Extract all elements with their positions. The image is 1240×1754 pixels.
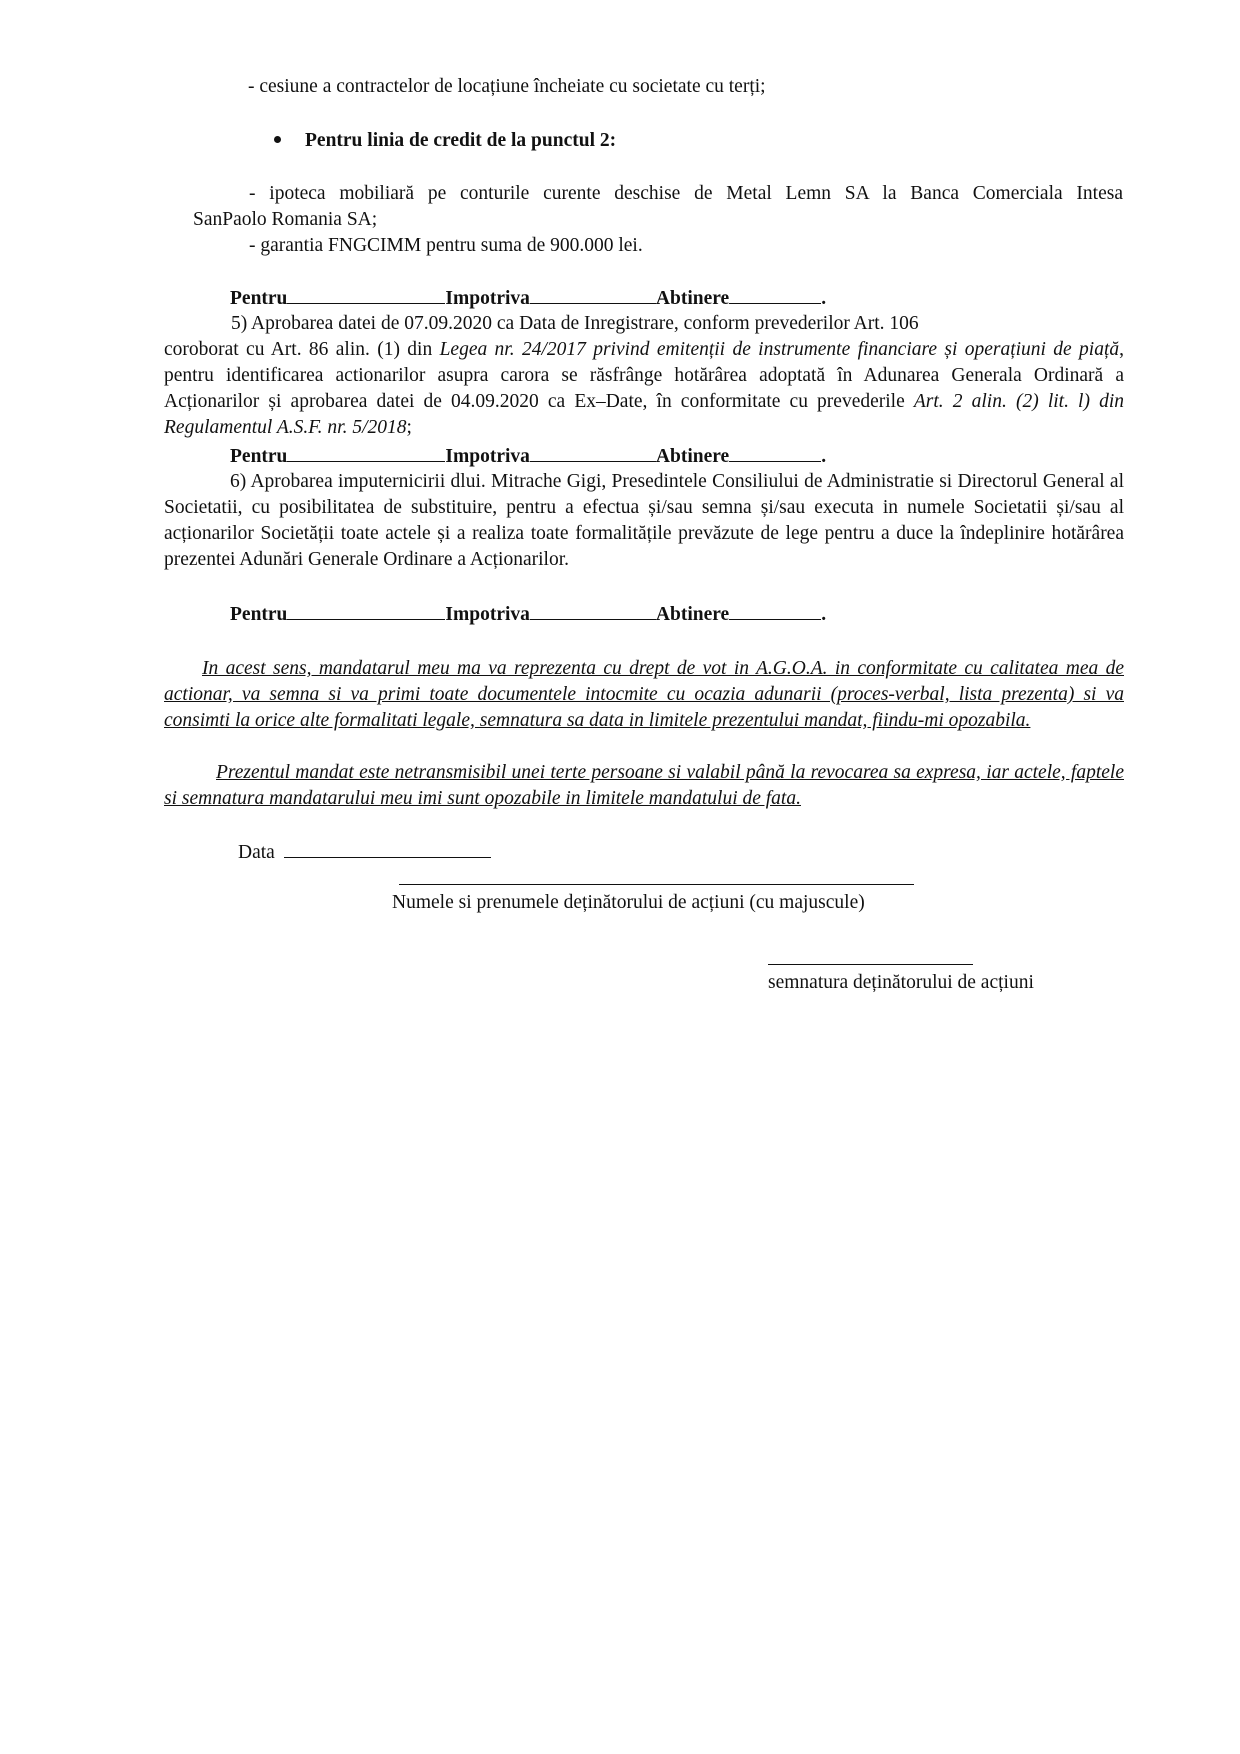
vote-for-field[interactable] — [287, 601, 445, 620]
vote-for-label: Pentru — [230, 288, 288, 309]
vote-against-label: Impotriva — [445, 446, 530, 467]
vote-for-field[interactable] — [287, 443, 445, 462]
vote-for-field[interactable] — [287, 285, 445, 304]
vote-for-label: Pentru — [230, 604, 288, 625]
mortgage-paragraph — [193, 181, 1123, 233]
item5-text-c: ; — [406, 417, 412, 438]
fngcimm-line: - garantia FNGCIMM pentru suma de 900.000 lei. — [249, 235, 643, 256]
item5-reg-ref: Art. 2 alin. (2) lit. l) din Regulamentul A.S.F. nr. 5/2018 — [164, 391, 1124, 438]
cession-line: - cesiune a contractelor de locațiune încheiate cu societate cu terți; — [248, 76, 766, 97]
vote-against-label: Impotriva — [445, 288, 530, 309]
vote-abstain-field[interactable] — [729, 601, 821, 620]
vote-end-dot: . — [821, 288, 827, 309]
vote-abstain-label: Abtinere — [655, 604, 730, 625]
item5-paragraph — [164, 337, 1124, 441]
mortgage-line-cont: SanPaolo Romania SA; — [193, 209, 378, 230]
mandate-paragraph-2: Prezentul mandat este netransmisibil unei terte persoane si valabil până la revocarea sa expresa, iar actele, faptele si semnatura mandatarului meu imi sunt opozabile in limitele mandatului de fata. — [164, 762, 1124, 809]
vote-line-item5 — [230, 443, 826, 470]
vote-against-field[interactable] — [530, 443, 656, 462]
vote-against-field[interactable] — [530, 601, 656, 620]
vote-abstain-field[interactable] — [729, 443, 821, 462]
vote-line-item4 — [230, 285, 826, 312]
bullet-icon — [274, 136, 281, 143]
vote-abstain-label: Abtinere — [655, 288, 730, 309]
vote-against-label: Impotriva — [445, 604, 530, 625]
holder-signature-label: semnatura deținătorului de acțiuni — [768, 972, 1034, 993]
vote-abstain-field[interactable] — [729, 285, 821, 304]
vote-for-label: Pentru — [230, 446, 288, 467]
item5-text-a: coroborat cu Art. 86 alin. (1) din — [164, 339, 440, 360]
holder-name-field[interactable] — [399, 884, 914, 885]
vote-end-dot: . — [821, 604, 827, 625]
item6-paragraph: 6) Aprobarea imputernicirii dlui. Mitrache Gigi, Presedintele Consiliului de Administratie si Directorul General al Societatii, cu posibilitatea de substituire, pentru a efectua și/sau semna și/sau executa in numele Societatii și/sau al acționarilor Societății toate actele și a realiza toate formalitățile prevăzute de lege pentru a duce la îndeplinire hotărârea prezentei Adunări Generale Ordinare a Acționarilor. — [164, 471, 1124, 570]
vote-line-item6 — [230, 601, 826, 628]
item5-line1: 5) Aprobarea datei de 07.09.2020 ca Data de Inregistrare, conform prevederilor Art. 106 — [231, 313, 919, 334]
vote-abstain-label: Abtinere — [655, 446, 730, 467]
vote-against-field[interactable] — [530, 285, 656, 304]
holder-name-label: Numele si prenumele deținătorului de acțiuni (cu majuscule) — [392, 892, 865, 913]
mandate-paragraph-1: In acest sens, mandatarul meu ma va reprezenta cu drept de vot in A.G.O.A. in conformitate cu calitatea mea de actionar, va semna si va primi toate documentele intocmite cu ocazia adunarii (proces-verbal, lista prezenta) si va consimti la orice alte formalitati legale, semnatura sa data in limitele prezentului mandat, fiindu-mi opozabila. — [164, 658, 1124, 731]
date-field[interactable] — [284, 839, 491, 858]
mortgage-line: - ipoteca mobiliară pe conturile curente deschise de Metal Lemn SA la Banca Comerciala Intesa — [249, 183, 1123, 204]
item5-text-b: , pentru identificarea actionarilor asupra carora se răsfrânge hotărârea adoptată în Adunarea Generala Ordinară a Acționarilor și aprobarea datei de 04.09.2020 ca Ex–Date, în conformitate cu prevederile — [164, 339, 1124, 412]
credit-line-heading-text: Pentru linia de credit de la punctul 2: — [305, 130, 617, 151]
credit-line-heading — [305, 128, 616, 154]
date-row — [238, 839, 491, 866]
date-label: Data — [238, 842, 275, 863]
holder-signature-field[interactable] — [768, 964, 973, 965]
vote-end-dot: . — [821, 446, 827, 467]
item5-law-ref: Legea nr. 24/2017 privind emitenții de instrumente financiare și operațiuni de piață — [439, 339, 1120, 360]
